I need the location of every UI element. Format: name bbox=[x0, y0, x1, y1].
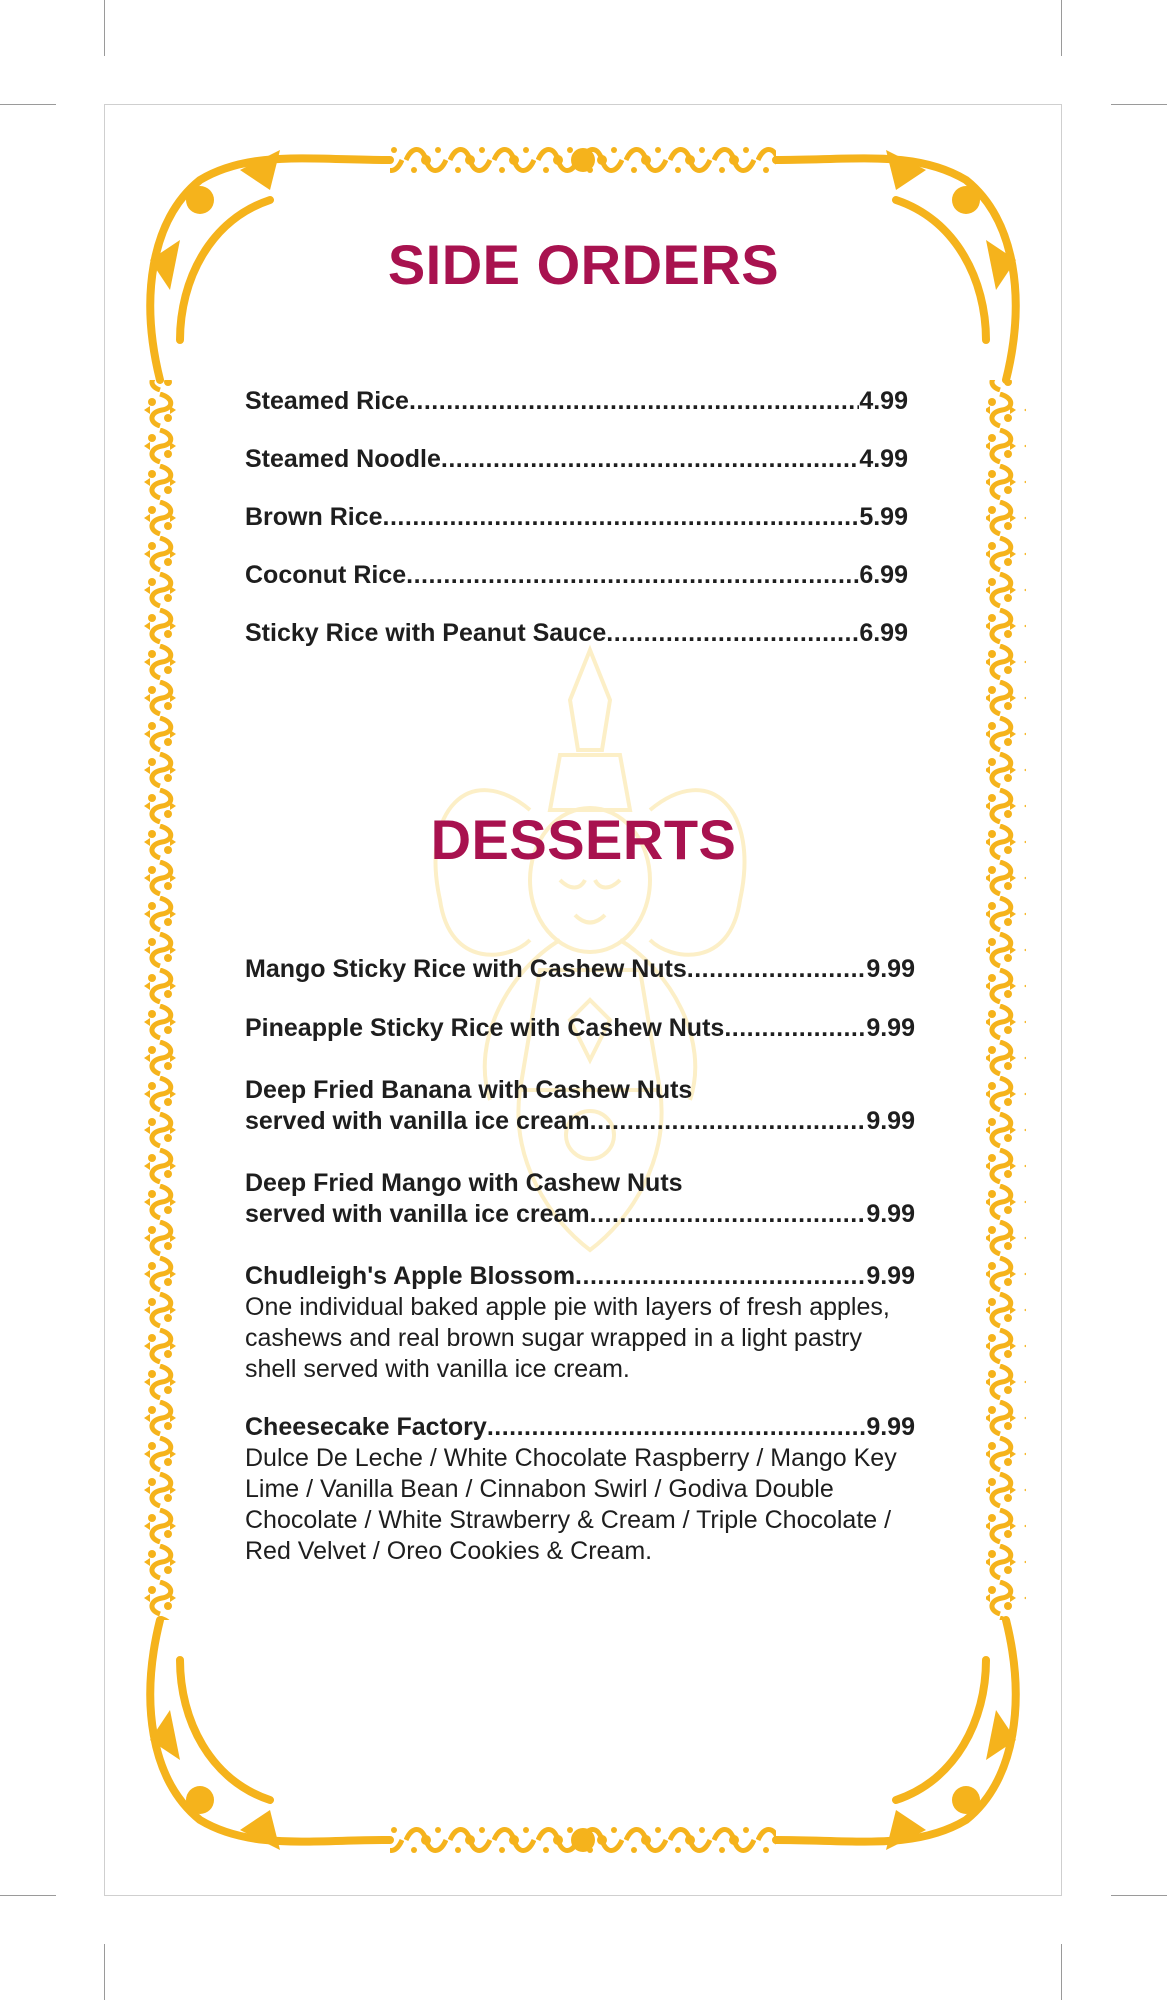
dot-leader bbox=[383, 502, 860, 533]
item-price: 9.99 bbox=[866, 1107, 915, 1135]
item-price: 6.99 bbox=[859, 619, 908, 647]
item-price: 9.99 bbox=[866, 955, 915, 983]
dot-leader bbox=[687, 954, 867, 985]
item-name: Steamed Noodle bbox=[245, 445, 441, 473]
item-name: Pineapple Sticky Rice with Cashew Nuts bbox=[245, 1014, 725, 1042]
item-name: served with vanilla ice cream bbox=[245, 1107, 590, 1135]
item-name: Cheesecake Factory bbox=[245, 1413, 487, 1441]
crop-mark-top-left bbox=[104, 0, 105, 56]
item-name: Steamed Rice bbox=[245, 387, 409, 415]
menu-item bbox=[245, 1261, 915, 1385]
dot-leader bbox=[590, 1106, 867, 1137]
side-orders-title: SIDE ORDERS bbox=[387, 233, 780, 296]
item-description: One individual baked apple pie with layers of fresh apples, cashews and real brown sugar wrapped in a light pastry shell served with vanilla ice cream. bbox=[245, 1293, 890, 1383]
item-price: 9.99 bbox=[866, 1014, 915, 1042]
item-name: Sticky Rice with Peanut Sauce bbox=[245, 619, 607, 647]
menu-item bbox=[245, 502, 908, 533]
item-name: Mango Sticky Rice with Cashew Nuts bbox=[245, 955, 687, 983]
item-name: served with vanilla ice cream bbox=[245, 1200, 590, 1228]
item-price: 4.99 bbox=[859, 445, 908, 473]
dot-leader bbox=[606, 618, 859, 649]
dot-leader bbox=[406, 560, 859, 591]
crop-mark-right-top bbox=[1111, 104, 1167, 105]
dot-leader bbox=[590, 1199, 867, 1230]
dot-leader bbox=[441, 444, 859, 475]
item-name: Chudleigh's Apple Blossom bbox=[245, 1262, 576, 1290]
item-name: Coconut Rice bbox=[245, 561, 407, 589]
menu-item bbox=[245, 1412, 915, 1567]
dot-leader bbox=[409, 386, 859, 417]
menu-item bbox=[245, 1075, 915, 1137]
item-price: 5.99 bbox=[859, 503, 908, 531]
menu-item bbox=[245, 444, 908, 475]
crop-mark-left-top bbox=[0, 104, 56, 105]
menu-item bbox=[245, 1168, 915, 1230]
dot-leader bbox=[487, 1412, 867, 1443]
item-price: 9.99 bbox=[866, 1262, 915, 1290]
dot-leader bbox=[724, 1013, 866, 1044]
crop-mark-right-bottom bbox=[1111, 1895, 1167, 1896]
menu-item bbox=[245, 386, 908, 417]
item-price: 4.99 bbox=[859, 387, 908, 415]
item-price: 9.99 bbox=[866, 1413, 915, 1441]
item-price: 9.99 bbox=[866, 1200, 915, 1228]
desserts-title: DESSERTS bbox=[430, 808, 737, 871]
item-name-line: Deep Fried Mango with Cashew Nuts bbox=[245, 1169, 683, 1197]
crop-mark-left-bottom bbox=[0, 1895, 56, 1896]
deity-watermark bbox=[410, 640, 770, 1260]
menu-item bbox=[245, 618, 908, 649]
crop-mark-top-right bbox=[1061, 0, 1062, 56]
menu-item bbox=[245, 1013, 915, 1044]
item-price: 6.99 bbox=[859, 561, 908, 589]
dot-leader bbox=[575, 1261, 866, 1292]
menu-item bbox=[245, 560, 908, 591]
item-name: Brown Rice bbox=[245, 503, 383, 531]
crop-mark-bottom-left bbox=[104, 1944, 105, 2000]
crop-mark-bottom-right bbox=[1061, 1944, 1062, 2000]
menu-item bbox=[245, 954, 915, 985]
item-description: Dulce De Leche / White Chocolate Raspberry / Mango Key Lime / Vanilla Bean / Cinnabon Swirl / Godiva Double Chocolate / White Strawberry & Cream / Triple Chocolate / Red Velvet / Oreo Cookies & Cream. bbox=[245, 1444, 897, 1565]
item-name-line: Deep Fried Banana with Cashew Nuts bbox=[245, 1076, 693, 1104]
